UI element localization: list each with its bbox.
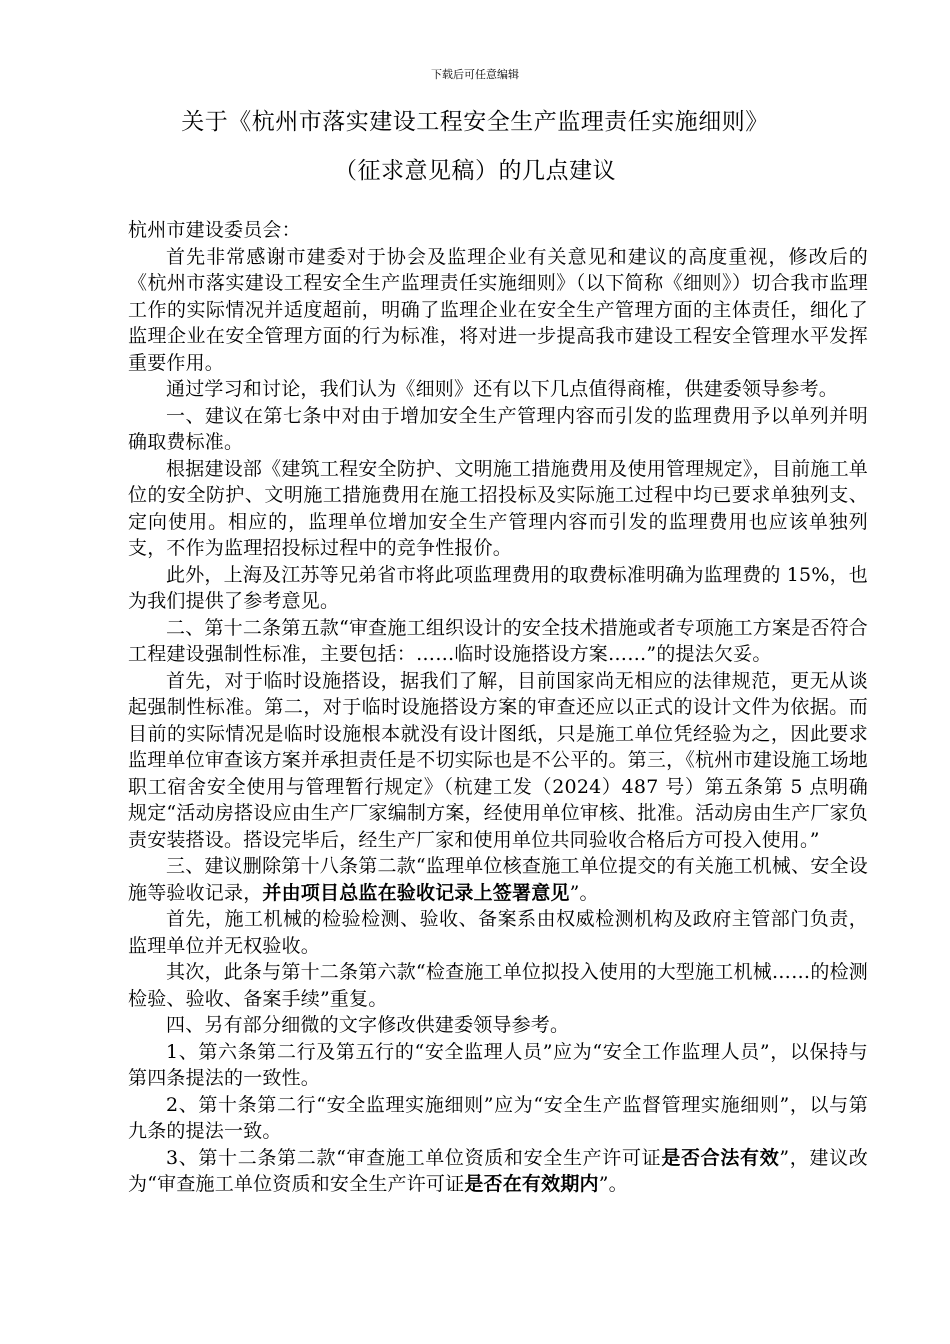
paragraph-point-2: 二、第十二条第五款“审查施工组织设计的安全技术措施或者专项施工方案是否符合工程建设强制性标准，主要包括：……临时设施搭设方案……”的提法欠妥。 bbox=[128, 616, 868, 665]
paragraph-point-2-reason: 首先，对于临时设施搭设，据我们了解，目前国家尚无相应的法律规范，更无从谈起强制性标准。第二，对于临时设施搭设方案的审查还应以正式的设计文件为依据。而目前的实际情况是临时设施根本就没有设计图纸，只是施工单位凭经验为之，因此要求监理单位审查该方案并承担责任是不切实际也是不公平的。第三，《杭州市建设施工场地职工宿舍安全使用与管理暂行规定》（杭建工发（2024）487 号）第五条第 5 点明确规定“活动房搭设应由生产厂家编制方案，经使用单位审核、批准。活动房由生产厂家负责安装搭设。搭设完毕后，经生产厂家和使用单位共同验收合格后方可投入使用。” bbox=[128, 669, 868, 851]
paragraph-point-1: 一、建议在第七条中对由于增加安全生产管理内容而引发的监理费用予以单列并明确取费标准。 bbox=[128, 404, 868, 453]
paragraph-point-4-item-1: 1、第六条第二行及第五行的“安全监理人员”应为“安全工作监理人员”，以保持与第四条提法的一致性。 bbox=[128, 1040, 868, 1089]
item-3-text-a: 3、第十二条第二款“审查施工单位资质和安全生产许可证 bbox=[166, 1146, 662, 1169]
salutation: 杭州市建设委员会： bbox=[128, 219, 301, 241]
paragraph-point-3-reason-2: 其次，此条与第十二条第六款“检查施工单位拟投入使用的大型施工机械……的检测检验、验收、备案手续”重复。 bbox=[128, 961, 868, 1010]
document-title-line2: （征求意见稿）的几点建议 bbox=[334, 158, 616, 184]
paragraph-purpose: 通过学习和讨论，我们认为《细则》还有以下几点值得商榷，供建委领导参考。 bbox=[166, 378, 839, 400]
header-note: 下载后可任意编辑 bbox=[431, 68, 519, 81]
document-title-line1: 关于《杭州市落实建设工程安全生产监理责任实施细则》 bbox=[181, 109, 769, 135]
paragraph-point-1-reference: 此外，上海及江苏等兄弟省市将此项监理费用的取费标准明确为监理费的 15%，也为我们提供了参考意见。 bbox=[128, 563, 868, 612]
paragraph-point-4: 四、另有部分细微的文字修改供建委领导参考。 bbox=[166, 1014, 570, 1036]
paragraph-intro: 首先非常感谢市建委对于协会及监理企业有关意见和建议的高度重视，修改后的《杭州市落实建设工程安全生产监理责任实施细则》（以下简称《细则》）切合我市监理工作的实际情况并适度超前，明确了监理企业在安全生产管理方面的主体责任，细化了监理企业在安全管理方面的行为标准，将对进一步提高我市建设工程安全管理水平发挥重要作用。 bbox=[128, 245, 868, 374]
point-3-bold-text: 并由项目总监在验收记录上签署意见 bbox=[262, 881, 570, 904]
document-body bbox=[128, 217, 868, 1198]
point-3-text: 三、建议删除第十八条第二款“监理单位核查施工单位提交的有关施工机械、安全设施等验收记录， bbox=[128, 855, 868, 904]
item-3-bold-b: 是否在有效期内 bbox=[464, 1173, 599, 1195]
paragraph-point-3 bbox=[128, 853, 868, 906]
item-3-closing: ”。 bbox=[598, 1173, 628, 1195]
point-3-closing: ”。 bbox=[569, 881, 599, 904]
paragraph-point-4-item-3 bbox=[128, 1145, 868, 1198]
item-3-bold-a: 是否合法有效 bbox=[661, 1146, 780, 1169]
paragraph-point-1-reason: 根据建设部《建筑工程安全防护、文明施工措施费用及使用管理规定》，目前施工单位的安全防护、文明施工措施费用在施工招投标及实际施工过程中均已要求单独列支、定向使用。相应的，监理单位增加安全生产管理内容而引发的监理费用也应该单独列支，不作为监理招投标过程中的竞争性报价。 bbox=[128, 457, 868, 559]
paragraph-point-4-item-2: 2、第十条第二行“安全监理实施细则”应为“安全生产监督管理实施细则”，以与第九条的提法一致。 bbox=[128, 1093, 868, 1142]
paragraph-point-3-reason-1: 首先，施工机械的检验检测、验收、备案系由权威检测机构及政府主管部门负责，监理单位并无权验收。 bbox=[128, 908, 868, 957]
item-3-text-b: ”，建议改为“审查施工单位资质和安全生产许可证 bbox=[128, 1146, 868, 1195]
